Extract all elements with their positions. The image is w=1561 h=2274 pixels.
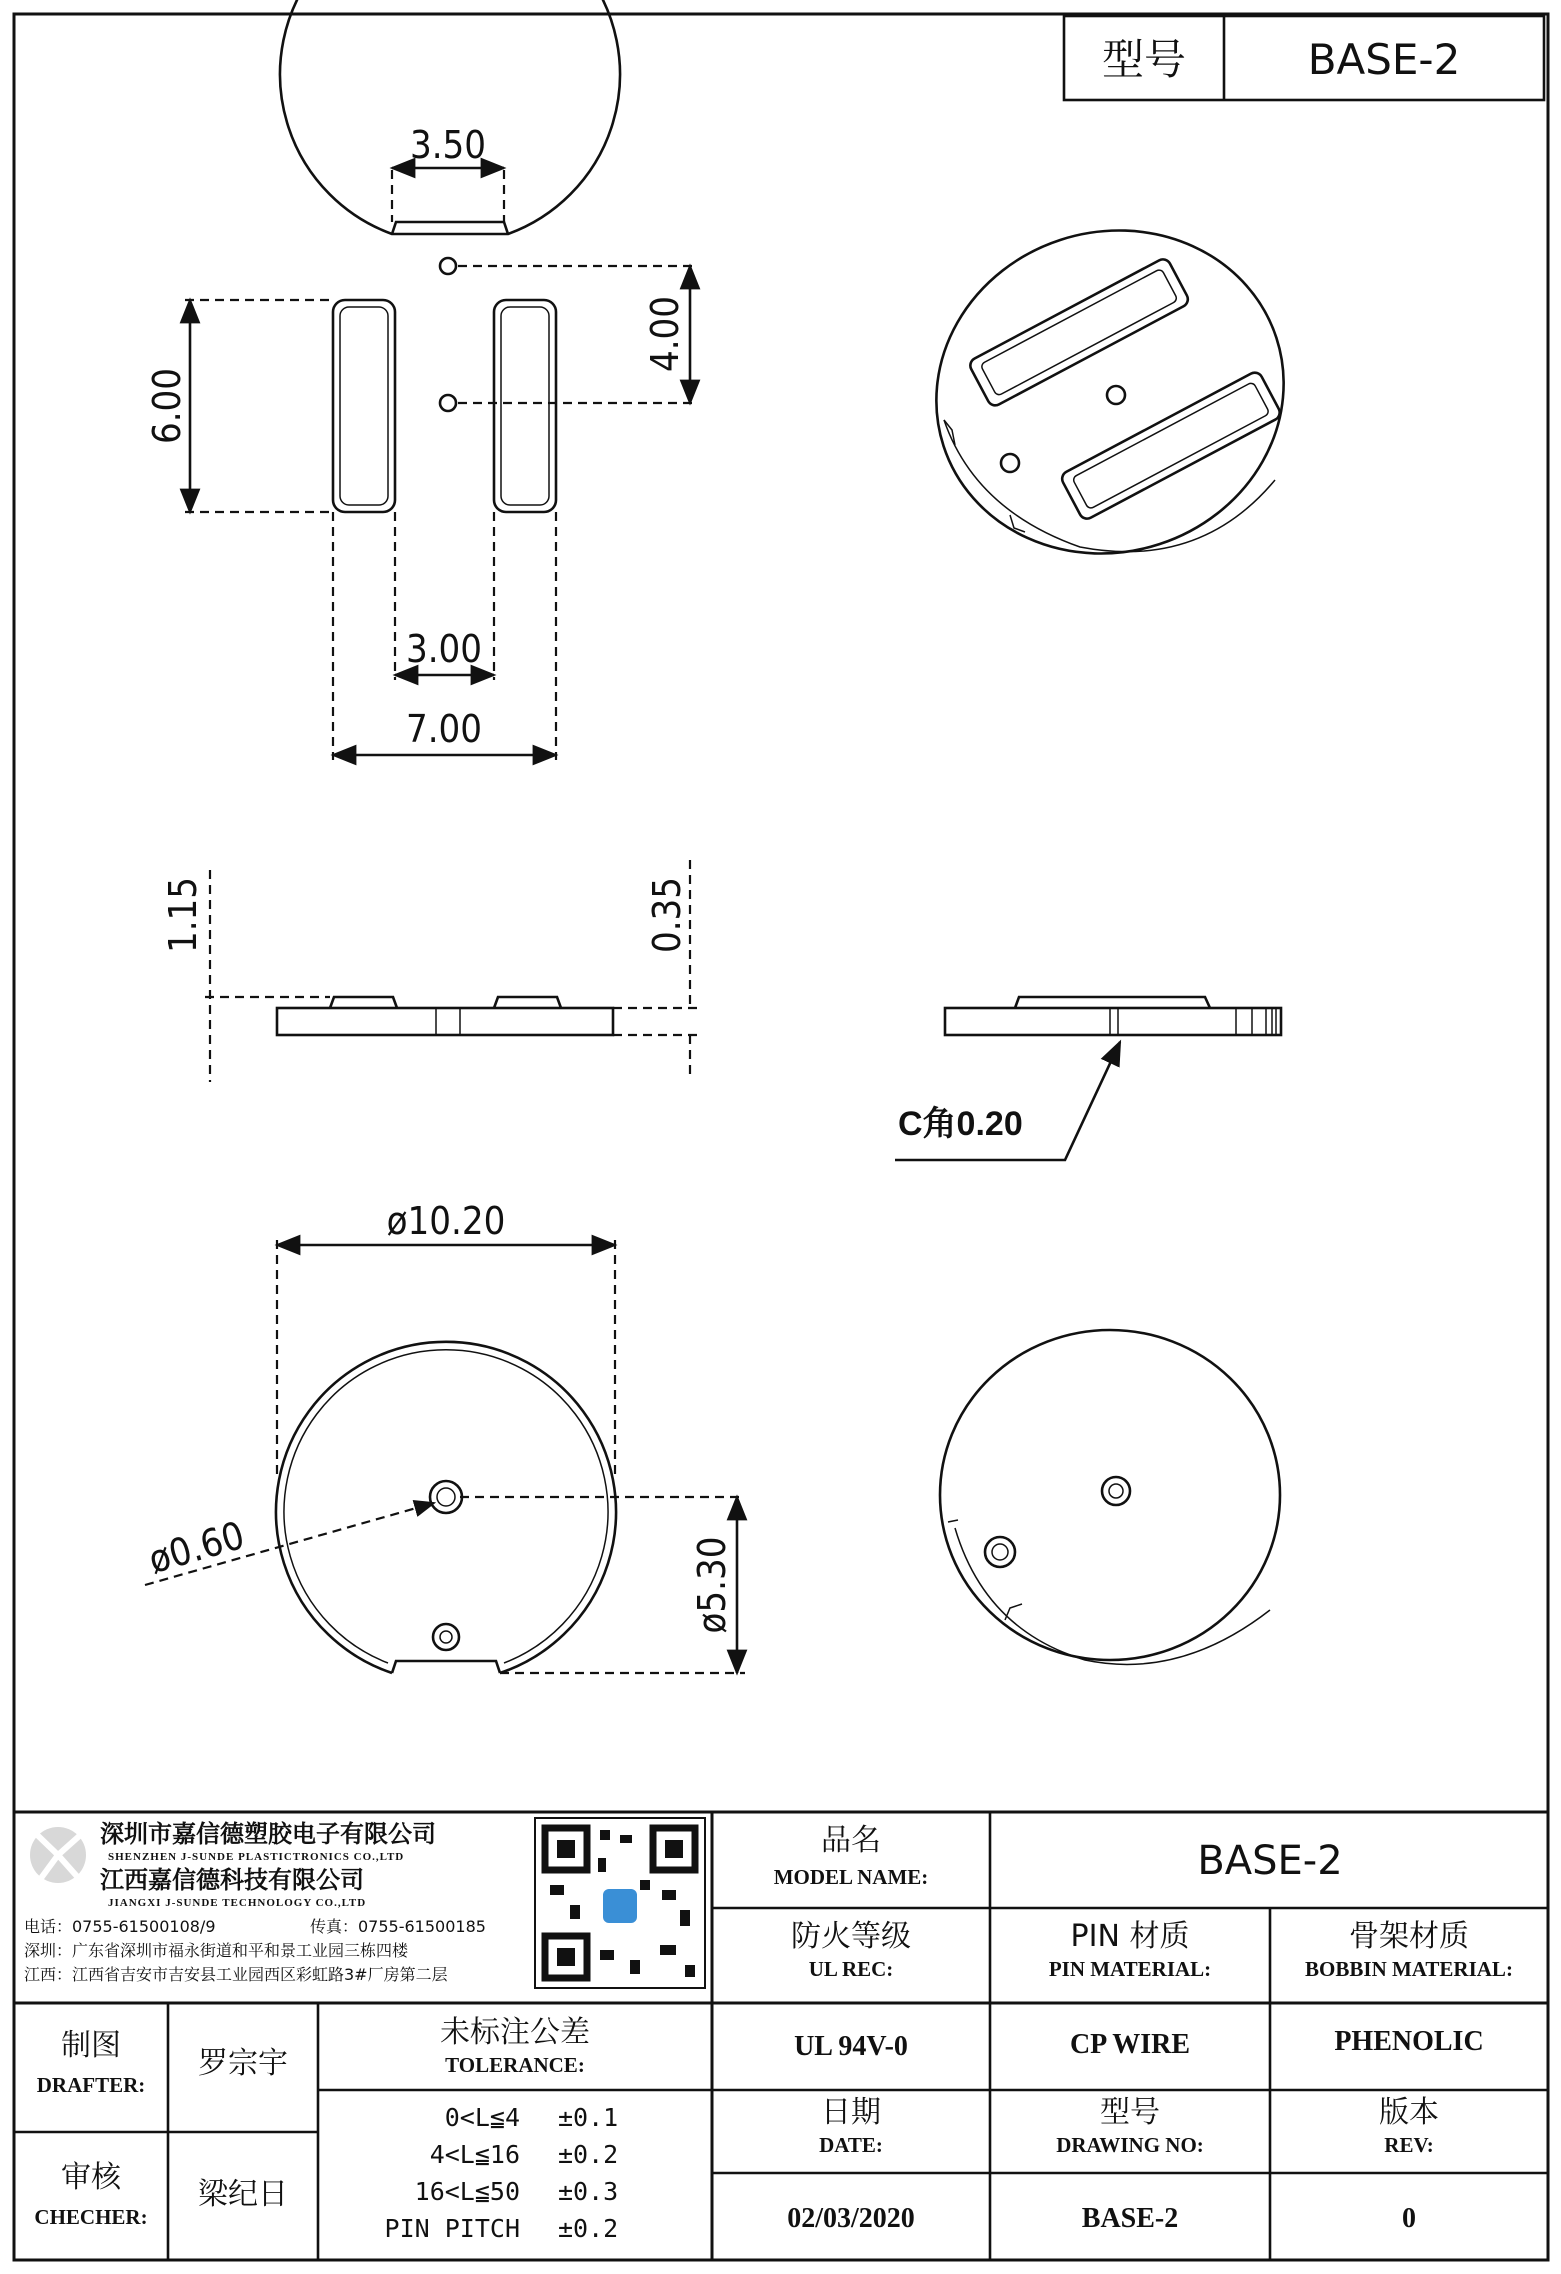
rev-label-cn: 版本: [1379, 2095, 1439, 2130]
date-value: 02/03/2020: [787, 2203, 915, 2234]
company-phone: 电话：0755-61500108/9: [24, 1917, 216, 1936]
date-label-en: DATE:: [819, 2133, 883, 2157]
company-name-sz: 深圳市嘉信德塑胶电子有限公司: [100, 1820, 436, 1848]
company-name-jx-en: JIANGXI J-SUNDE TECHNOLOGY CO.,LTD: [108, 1897, 367, 1909]
dim-pad-gap: 3.00: [405, 627, 483, 671]
dim-pad-height: 1.15: [161, 876, 205, 954]
tolerance-range: 4<L≦16: [429, 2140, 520, 2169]
checker-value: 梁纪日: [198, 2177, 288, 2212]
dim-outer-diameter: ø10.20: [386, 1199, 506, 1243]
model-name-value: BASE-2: [1197, 1838, 1343, 1884]
tolerance-label-cn: 未标注公差: [440, 2015, 590, 2050]
dim-pad-span: 7.00: [405, 707, 483, 751]
date-label-cn: 日期: [821, 2095, 881, 2130]
dim-top-width: 3.50: [409, 123, 487, 167]
company-logo: [30, 1827, 86, 1885]
checker-label-cn: 审核: [61, 2160, 121, 2195]
chamfer-note: C角0.20: [898, 1105, 1023, 1143]
bottom-view-dimensions: [144, 1199, 745, 1673]
tolerance-value: ±0.2: [558, 2140, 619, 2169]
dim-hole-diameter: ø0.60: [143, 1512, 250, 1583]
ul-value: UL 94V-0: [794, 2031, 908, 2062]
bobbin-material-label-en: BOBBIN MATERIAL:: [1305, 1957, 1513, 1981]
pin-material-value: CP WIRE: [1069, 2029, 1191, 2060]
company-name-sz-en: SHENZHEN J-SUNDE PLASTICTRONICS CO.,LTD: [108, 1851, 405, 1863]
tolerance-table: [385, 2103, 619, 2243]
checker-label-en: CHECHER:: [34, 2205, 148, 2229]
company-fax: 传真：0755-61500185: [310, 1917, 486, 1936]
drawing-no-label-cn: 型号: [1100, 2095, 1160, 2130]
rev-value: 0: [1402, 2203, 1416, 2234]
side-view: [277, 997, 613, 1035]
bobbin-material-value: PHENOLIC: [1334, 2026, 1484, 2057]
top-view-dimensions: [145, 123, 695, 760]
top-view: [280, 0, 620, 512]
side-view-right: [945, 997, 1281, 1035]
pin-material-label-cn: PIN 材质: [1070, 1919, 1190, 1954]
dim-hole-spacing: 4.00: [643, 295, 687, 373]
drafter-value: 罗宗宇: [198, 2046, 288, 2081]
isometric-bottom-view: [940, 1330, 1280, 1664]
tolerance-value: ±0.2: [558, 2214, 619, 2243]
header-model-value: BASE-2: [1307, 35, 1461, 84]
tolerance-range: 0<L≦4: [444, 2103, 520, 2132]
side-view-dimensions: [161, 860, 700, 1082]
model-name-label-en: MODEL NAME:: [773, 1865, 929, 1889]
rev-label-en: REV:: [1384, 2133, 1434, 2157]
tolerance-range: PIN PITCH: [384, 2214, 520, 2243]
dim-notch-diameter: ø5.30: [690, 1536, 734, 1634]
bottom-view: [276, 1342, 616, 1673]
pin-material-label-en: PIN MATERIAL:: [1048, 1957, 1212, 1981]
dim-pad-length: 6.00: [145, 367, 189, 445]
bobbin-material-label-cn: 骨架材质: [1349, 1919, 1469, 1954]
company-panel: [24, 1818, 705, 1988]
header-model-label: 型号: [1101, 35, 1187, 84]
tolerance-value: ±0.3: [558, 2177, 619, 2206]
tolerance-value: ±0.1: [558, 2103, 619, 2132]
model-name-label-cn: 品名: [821, 1823, 881, 1858]
ul-label-cn: 防火等级: [791, 1919, 911, 1954]
tolerance-label-en: TOLERANCE:: [445, 2053, 585, 2077]
drafter-label-cn: 制图: [61, 2028, 121, 2063]
ul-label-en: UL REC:: [808, 1957, 894, 1981]
tolerance-range: 16<L≦50: [414, 2177, 520, 2206]
isometric-top-view: [894, 186, 1326, 598]
company-address-sz: 深圳：广东省深圳市福永街道和平和景工业园三栋四楼: [24, 1941, 409, 1960]
qr-code-image: [535, 1818, 705, 1988]
company-address-jx: 江西：江西省吉安市吉安县工业园西区彩虹路3#厂房第二层: [24, 1965, 448, 1984]
sheet-border: [14, 14, 1548, 2260]
dim-base-thickness: 0.35: [645, 876, 689, 954]
drawing-no-value: BASE-2: [1081, 2203, 1179, 2234]
drawing-no-label-en: DRAWING NO:: [1056, 2133, 1204, 2157]
chamfer-callout: [895, 1042, 1120, 1160]
drafter-label-en: DRAFTER:: [36, 2073, 146, 2097]
company-name-jx: 江西嘉信德科技有限公司: [100, 1866, 364, 1894]
header-model-box: [1064, 16, 1544, 100]
